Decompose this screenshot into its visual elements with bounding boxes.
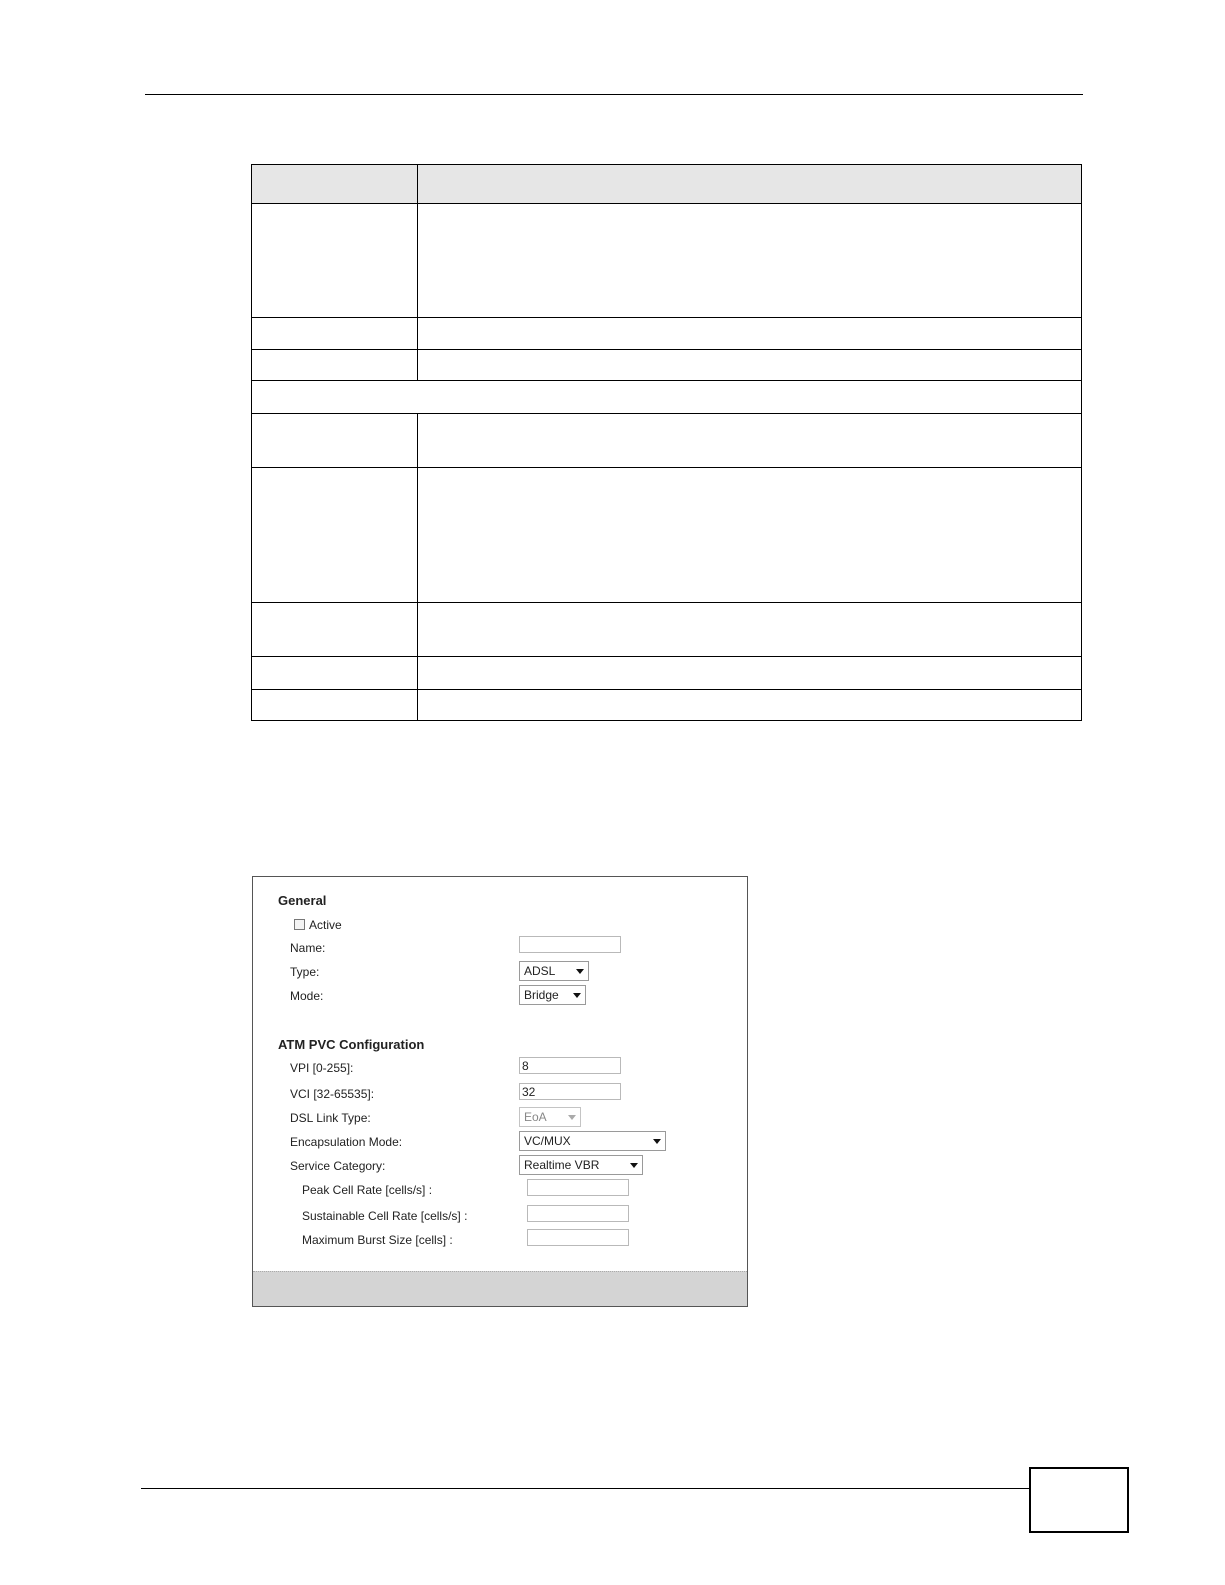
service-category-value: Realtime VBR: [524, 1158, 600, 1172]
table-row: [252, 468, 1082, 603]
peak-cell-rate-label: Peak Cell Rate [cells/s] :: [302, 1183, 433, 1197]
sustainable-cell-rate-label: Sustainable Cell Rate [cells/s] :: [302, 1209, 468, 1223]
encapsulation-mode-select[interactable]: [519, 1131, 666, 1151]
type-label: Type:: [290, 965, 320, 979]
service-category-label: Service Category:: [290, 1159, 386, 1173]
mode-select-value: Bridge: [524, 988, 559, 1002]
vpi-input[interactable]: 8: [519, 1057, 621, 1074]
table-row: [252, 657, 1082, 690]
chevron-down-icon: [576, 969, 584, 974]
maximum-burst-size-label: Maximum Burst Size [cells] :: [302, 1233, 453, 1247]
vpi-label: VPI [0-255]:: [290, 1061, 354, 1075]
type-select[interactable]: [519, 961, 589, 981]
chevron-down-icon: [573, 993, 581, 998]
service-category-select[interactable]: [519, 1155, 643, 1175]
chevron-down-icon: [630, 1163, 638, 1168]
sustainable-cell-rate-input[interactable]: [527, 1205, 629, 1222]
header-cell-description: [418, 165, 1082, 204]
table-row: [252, 204, 1082, 318]
maximum-burst-size-input[interactable]: [527, 1229, 629, 1246]
table-row: [252, 690, 1082, 721]
vci-label: VCI [32-65535]:: [290, 1087, 375, 1101]
button-bar: [253, 1271, 747, 1306]
header-rule: [145, 94, 1083, 95]
table-row: [252, 318, 1082, 350]
name-input[interactable]: [519, 936, 621, 953]
table-row: [252, 603, 1082, 657]
encapsulation-mode-label: Encapsulation Mode:: [290, 1135, 403, 1149]
atm-section-title: ATM PVC Configuration: [278, 1037, 425, 1052]
encapsulation-mode-value: VC/MUX: [524, 1134, 571, 1148]
active-checkbox[interactable]: [294, 919, 305, 930]
dsl-link-type-label: DSL Link Type:: [290, 1111, 371, 1125]
type-select-value: ADSL: [524, 964, 556, 978]
mode-select[interactable]: [519, 985, 586, 1005]
table-row: [252, 414, 1082, 468]
page-number-box: [1029, 1467, 1129, 1533]
vci-input[interactable]: 32: [519, 1083, 621, 1100]
peak-cell-rate-input[interactable]: [527, 1179, 629, 1196]
chevron-down-icon: [653, 1139, 661, 1144]
header-cell-label: [252, 165, 418, 204]
dsl-link-type-select: [519, 1107, 581, 1127]
mode-label: Mode:: [290, 989, 324, 1003]
table-section-row: [252, 381, 1082, 414]
table-row: [252, 350, 1082, 381]
footer-rule: [141, 1488, 1029, 1489]
name-label: Name:: [290, 941, 326, 955]
table-header-row: [252, 165, 1082, 204]
general-section-title: General: [278, 893, 327, 908]
active-label: Active: [309, 918, 342, 932]
dsl-link-type-value: EoA: [524, 1110, 547, 1124]
chevron-down-icon: [568, 1115, 576, 1120]
wan-config-screenshot: [252, 876, 748, 1307]
description-table: [251, 164, 1082, 721]
